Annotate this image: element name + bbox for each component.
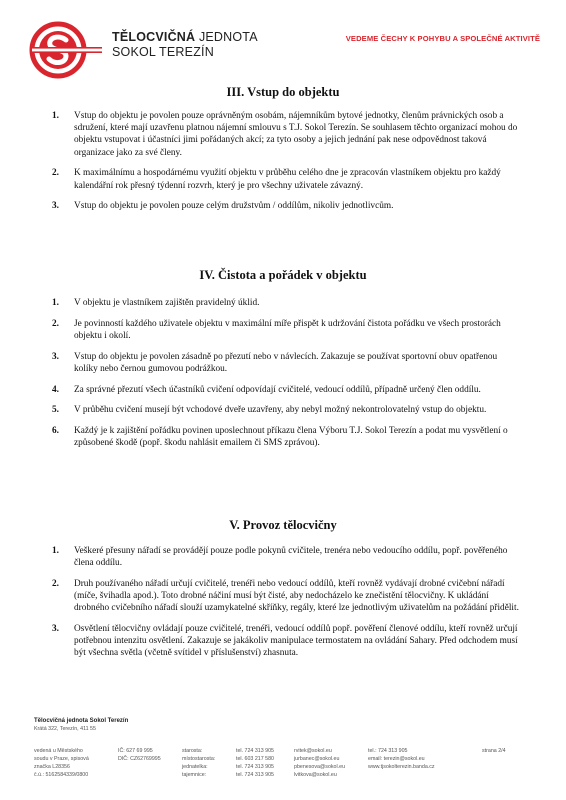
item-text: Za správné přezutí všech účastníků cvičení odpovídají cvičitelé, vedoucí oddílů, případně určený člen oddílu. [74, 384, 481, 395]
item-text: Osvětlení tělocvičny ovládají pouze cvičitelé, trenéři, vedoucí oddílů popř. pověření členové oddílu, kteří rovněž určují potřebnou intenzitu osvětlení. Zakazuje se jakákoliv manipulace termostatem na ovládání Sahary. Před odchodem musí být všechna světla (včetně svítidel v příslušenství) zhasnuta. [74, 624, 518, 659]
list-item [52, 297, 520, 309]
page-number: strana 2/4 [482, 748, 506, 754]
list-item [52, 425, 520, 449]
list-item [52, 200, 520, 212]
item-text: Vstup do objektu je povolen pouze oprávněným osobám, nájemníkům bytové jednotky, členům právnických osob a sdružení, které mají uzavřenu platnou nájemní smlouvu s T.J. Sokol Terezín. Se souhlasem těchto organizací mohou do objektu vstupovat i účastníci jimi pořádaných akcí; za tyto osoby a jejich jednání pak nese odpovědnost taková organizace jako za své členy. [74, 111, 518, 158]
footer-court-info [34, 747, 89, 779]
section-list [52, 297, 520, 458]
section-title: III. Vstup do objektu [226, 85, 340, 99]
footer-text: tel. 724 313 905 [236, 748, 274, 754]
list-item [52, 578, 520, 615]
item-text: Vstup do objektu je povolen pouze celým družstvům / oddílům, nikoliv jednotlivcům. [74, 201, 394, 212]
slogan: VEDEME ČECHY K POHYBU A SPOLEČNÉ AKTIVITĚ [345, 34, 540, 43]
list-item [52, 623, 520, 660]
item-text: Druh používaného nářadí určují cvičitelé, trenéři nebo vedoucí oddílů, kteří rovněž vydávají drobné cvičební nářadí (míče, švihadla apod.). Toto drobné náčiní musí být čisté, aby nedocházelo ke znečistění tělocvičny. K ukládání drobného cvičebního nářadí slouží uzamykatelné skříňky, regály, které lze jednotlivým uživatelům na požádání přidělit. [74, 578, 519, 614]
sokol-logo [28, 20, 102, 80]
footer-text: DIČ: CZ62769995 [118, 756, 161, 762]
list-item [52, 545, 520, 569]
item-number: 1. [52, 111, 59, 121]
list-item [52, 167, 520, 191]
org-name-line2: SOKOL TEREZÍN [112, 45, 214, 59]
footer-text: tel.: 724 313 905 [368, 748, 408, 754]
footer-text: IČ: 627 69 995 [118, 748, 153, 754]
footer-roles [182, 747, 215, 779]
list-item [52, 404, 520, 416]
item-number: 2. [52, 168, 59, 179]
footer-text: starosta: [182, 748, 203, 754]
footer-text: č.ú.: 5162584339/0800 [34, 772, 89, 778]
footer-text: značka L28356 [34, 764, 70, 770]
list-item [52, 384, 520, 396]
section-title: V. Provoz tělocvičny [229, 518, 337, 532]
org-name-rest: JEDNOTA [198, 30, 258, 44]
footer-text: rvitek@sokol.eu [294, 748, 332, 754]
list-item [52, 110, 520, 159]
footer-text: tajemnice: [182, 772, 207, 778]
item-number: 2. [52, 578, 59, 589]
footer-contact [368, 747, 435, 771]
footer-text: email: terezin@sokol.eu [368, 756, 425, 762]
item-text: K maximálnímu a hospodárnému využití objektu v průběhu celého dne je zpracován vlastníkem objektu pro každý kalendářní rok přesný týdenní rozvrh, který je pro všechny uživatele závazný. [74, 168, 501, 191]
item-text: V objektu je vlastníkem zajištěn pravidelný úklid. [74, 298, 260, 308]
section-list [52, 545, 520, 668]
organization-name [112, 30, 258, 60]
footer-ids [118, 747, 161, 763]
page-footer [34, 717, 534, 778]
footer-emails [294, 747, 345, 779]
footer-text: jurbanec@sokol.eu [294, 756, 340, 762]
section-list [52, 110, 520, 221]
footer-org: Tělocvičná jednota Sokol Terezín [34, 718, 129, 724]
footer-text: vedená u Městského [34, 748, 83, 754]
item-text: Veškeré přesuny nářadí se provádějí pouze podle pokynů cvičitele, trenéra nebo vedoucího oddílu, popř. pověřeného člena oddílu. [74, 546, 508, 569]
section-title: IV. Čistota a pořádek v objektu [199, 268, 367, 282]
item-text: Každý je k zajištění pořádku povinen uposlechnout příkazu člena Výboru T.J. Sokol Terezín a podat mu vysvětlení o způsobené škodě (popř. škodu nahlásit emailem či SMS zprávou). [74, 425, 508, 449]
item-number: 4. [52, 384, 59, 395]
footer-text: jednatelka: [182, 764, 208, 770]
item-number: 6. [52, 425, 59, 436]
footer-address: Krátá 322, Terezín, 411 55 [34, 726, 96, 732]
footer-text: lvitkova@sokol.eu [294, 772, 337, 778]
item-number: 3. [52, 624, 59, 635]
footer-text: místostarosta: [182, 756, 216, 762]
item-text: Vstup do objektu je povolen zásadně po přezutí nebo v návlecích. Zakazuje se používat sportovní obuv opatřenou kolíky nebo černou gumovou podrážkou. [74, 351, 498, 374]
footer-phones [236, 747, 274, 779]
item-number: 3. [52, 201, 59, 212]
list-item [52, 318, 520, 342]
item-number: 5. [52, 405, 59, 416]
footer-text: pbenesova@sokol.eu [294, 764, 346, 770]
footer-text: tel. 724 313 905 [236, 772, 274, 778]
footer-text: soudu v Praze, spisová [34, 756, 89, 762]
item-number: 1. [52, 546, 59, 556]
item-number: 1. [52, 298, 59, 308]
item-text: V průběhu cvičení musejí být vchodové dveře uzavřeny, aby nebyl možný nekontrolovatelný vstup do objektu. [74, 405, 487, 416]
org-name-bold: TĚLOCVIČNÁ [112, 30, 196, 44]
footer-text: www.tjsokolterezin.banda.cz [368, 764, 435, 770]
item-number: 2. [52, 318, 59, 329]
item-number: 3. [52, 351, 59, 362]
item-text: Je povinností každého uživatele objektu v maximální míře přispět k udržování čistota pořádku ve všech prostorách objektu i okolí. [74, 318, 501, 341]
footer-text: tel. 603 217 580 [236, 756, 274, 762]
footer-text: tel. 724 313 905 [236, 764, 274, 770]
list-item [52, 351, 520, 375]
